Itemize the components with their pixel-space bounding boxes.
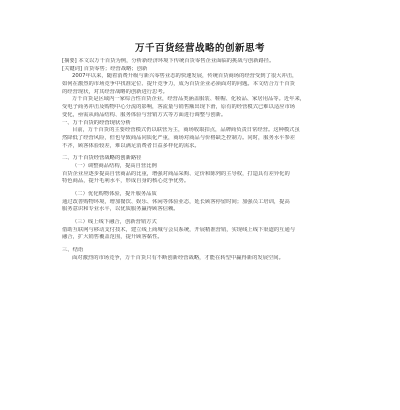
paragraph-line: [摘要] 本文以万千百货为例，分析新经济环境下传统百货零售企业面临的挑战与创新路径。 — [62, 58, 275, 64]
section-heading: 一、万千百货的经营现状分析 — [62, 119, 131, 126]
paragraph-line: 的经营现状，对其经营战略的创新进行思考。 — [62, 88, 168, 95]
paragraph-line: 百货企业应逐步提高自营商品的比重，增强对商品采购、定价和陈列的主导权，打造具有差异化的 — [62, 170, 290, 177]
paragraph-line: 受电子商务冲击及购物中心分流的影响，客流量与销售额出现下滑，原有的经营模式已难以适应市场 — [62, 104, 296, 111]
document-body — [62, 58, 338, 263]
paragraph-line: [关键词] 百货零售；经营战略；创新 — [62, 65, 148, 72]
paragraph-line: （一）调整商品结构，提高自营比例 — [72, 162, 157, 169]
paragraph-line: 目前，万千百货的主要经营模式仍以联营为主，商场收取扣点，品牌商负责日常经营。这种模式虽 — [72, 127, 300, 134]
paragraph-line: 特色商品，提升毛利水平，形成自身的核心竞争优势。 — [62, 178, 190, 185]
paragraph-line: 万千百货是区域内一家综合性百货企业，经营品类涵盖服装、鞋帽、化妆品、家居用品等。近年来， — [72, 96, 306, 103]
paragraph-line: （三）线上线下融合，创新营销方式 — [72, 219, 157, 226]
paragraph-line: 融合，扩大销售覆盖范围，提升顾客黏性。 — [62, 234, 163, 241]
paragraph-line: 如何在激烈的市场竞争中找准定位、提升竞争力，成为百货企业必须面对的问题。本文结合万千百货 — [62, 81, 296, 88]
paragraph-line: 变化，亟需从商品结构、服务体验与营销方式等方面进行调整与创新。 — [62, 111, 227, 118]
paragraph-line: 面对激烈的市场竞争，万千百货只有不断创新经营战略，才能在转型中赢得新的发展空间。 — [72, 254, 284, 261]
paragraph-line: （二）优化购物体验，提升服务品质 — [72, 191, 157, 197]
paragraph-line: 2007年以来，随着消费升级与新兴零售业态的快速发展，传统百货商场的经营受到了很大冲击， — [72, 73, 298, 80]
section-heading: 二、万千百货经营战略的创新路径 — [62, 155, 142, 162]
paragraph-line: 通过改善购物环境，增加餐饮、娱乐、休闲等体验业态，延长顾客停留时间；加强员工培训，提高 — [62, 198, 290, 205]
paragraph-line: 然降低了经营风险，但也导致商品同质化严重，商场对商品与价格缺乏控制力。同时，服务水平参差 — [62, 134, 296, 141]
section-heading: 三、结语 — [62, 247, 84, 254]
paragraph-line: 不齐，顾客体验较差，难以满足消费者日益多样化的需求。 — [62, 142, 200, 149]
paragraph-line: 借助互联网与移动支付技术，建立线上商城与会员系统，开展精准营销，实现线上线下渠道的互通与 — [62, 226, 296, 233]
paragraph-line: 服务意识和专业水平，以优质服务赢得顾客信赖。 — [62, 206, 179, 213]
document-title: 万千百货经营战略的创新思考 — [134, 43, 265, 54]
